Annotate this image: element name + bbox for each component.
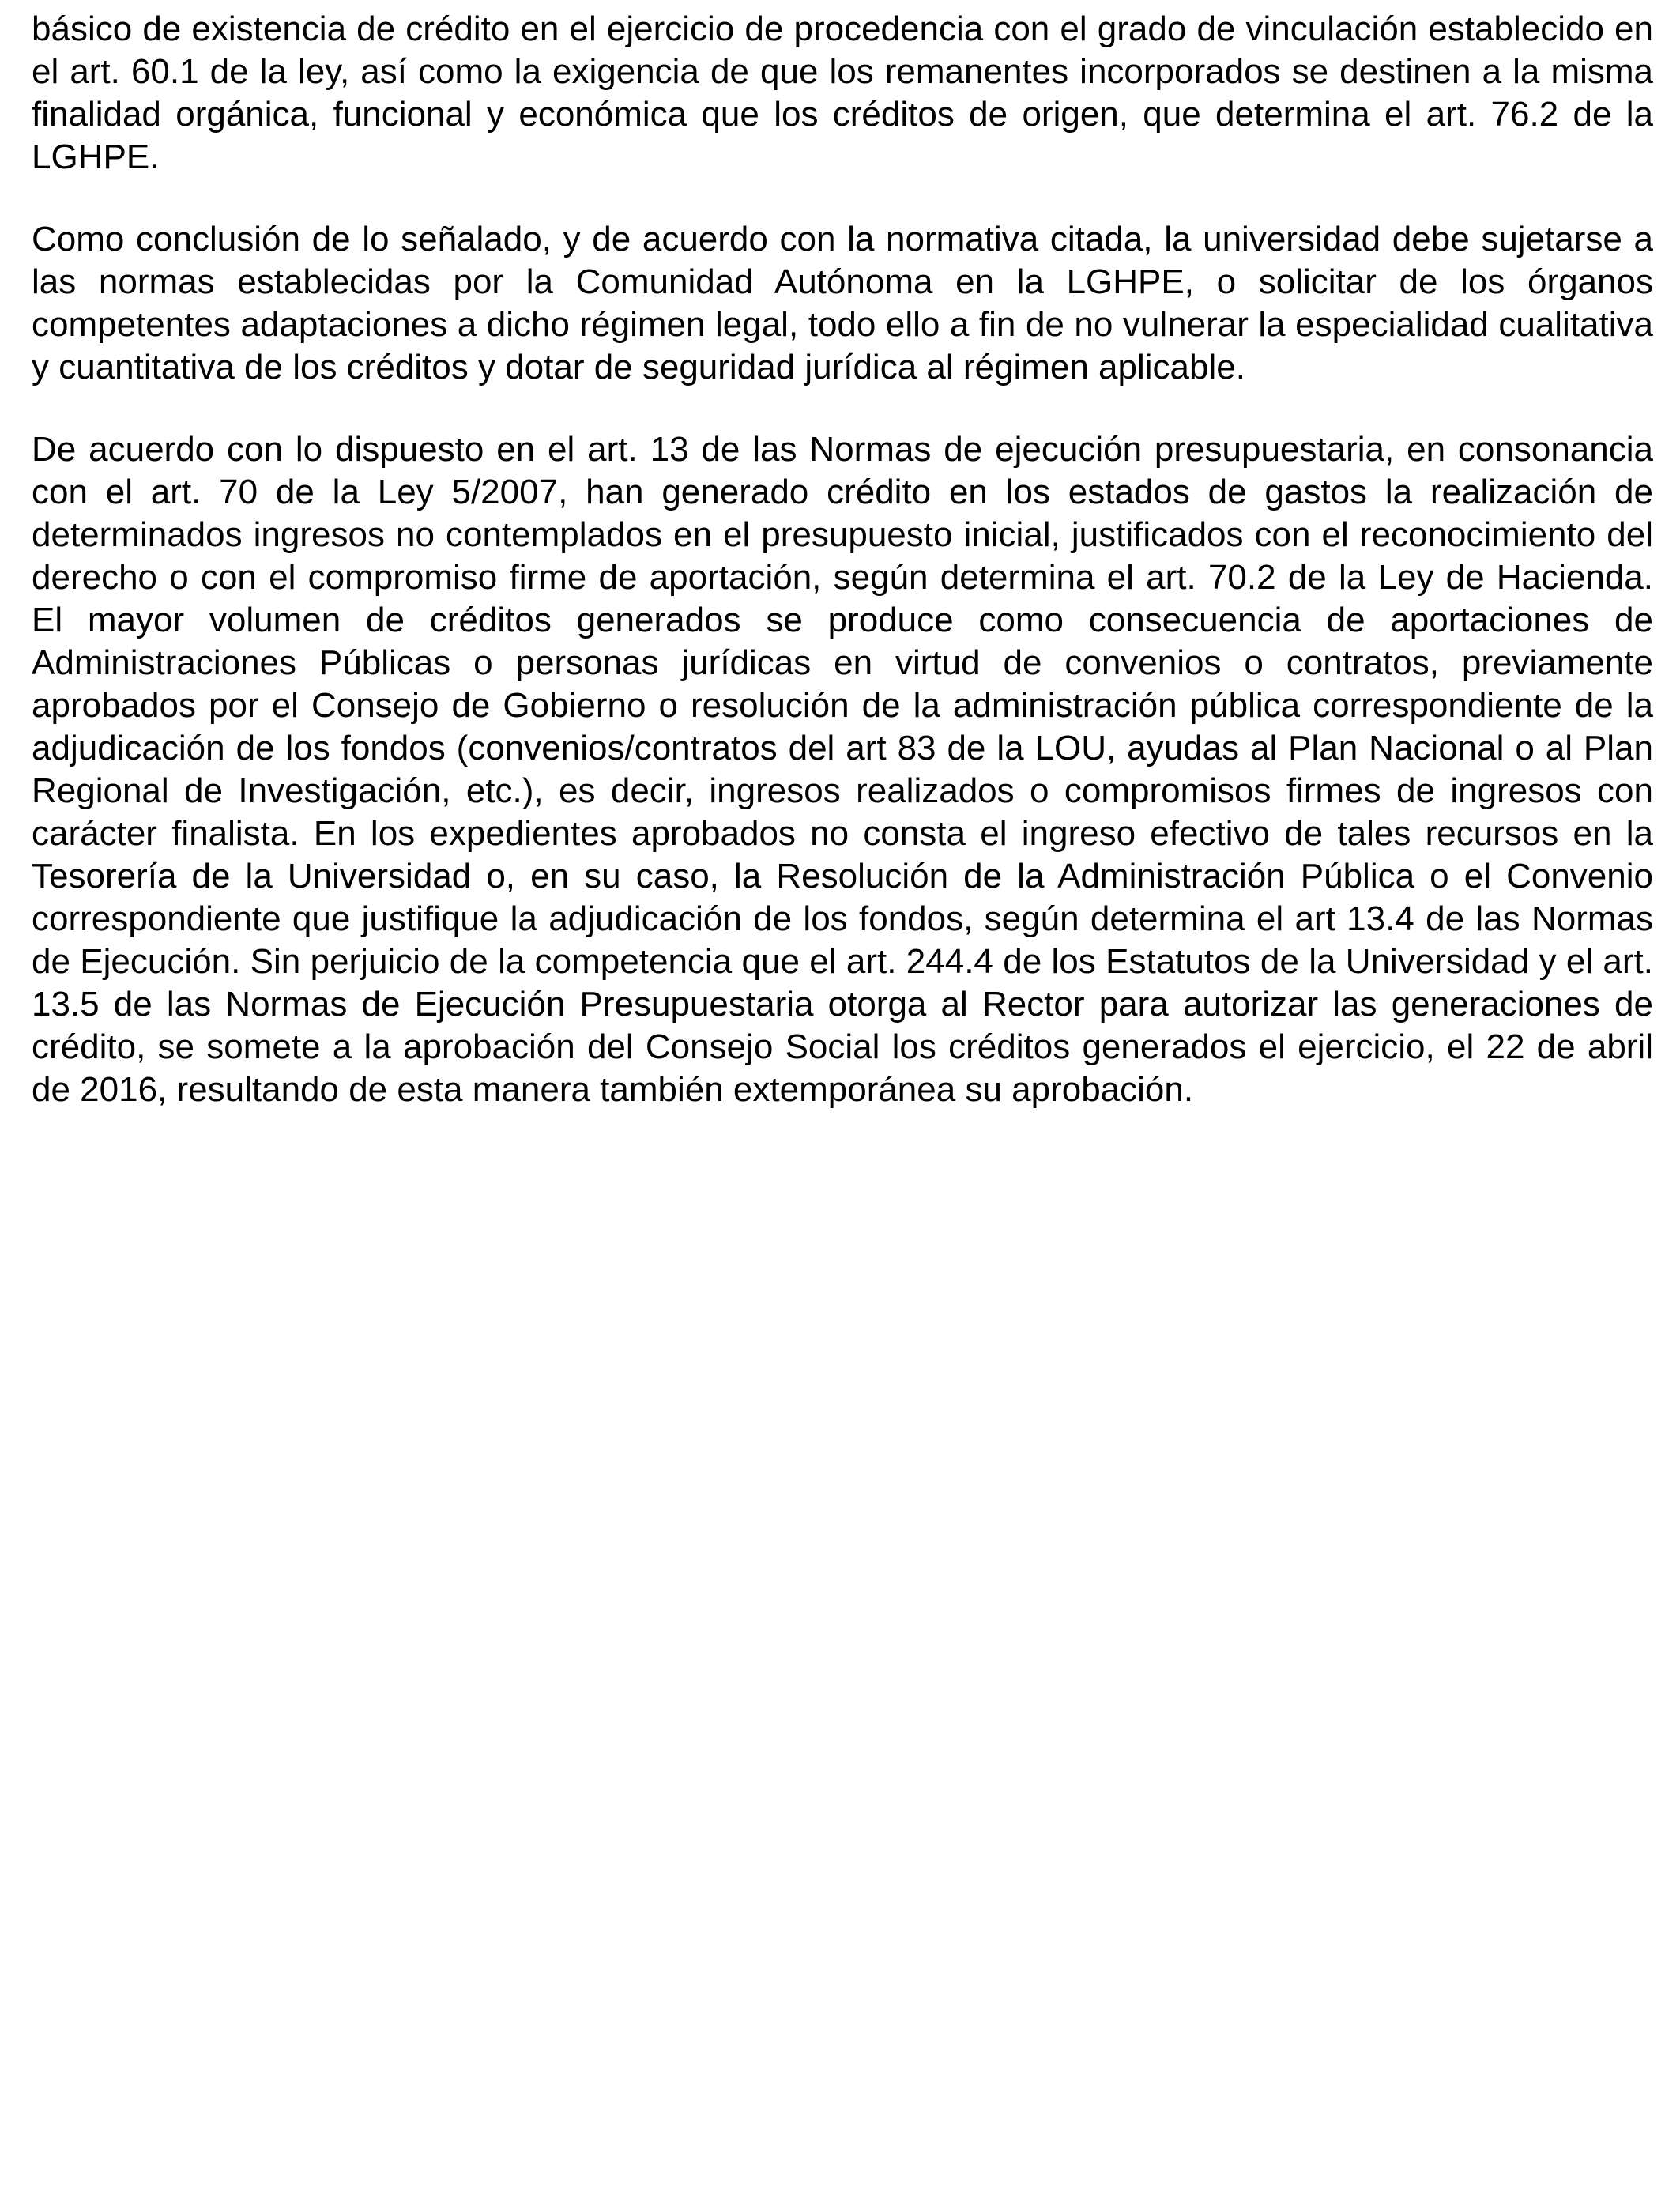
paragraph-conclusion: Como conclusión de lo señalado, y de acuerdo con la normativa citada, la universidad debe sujetarse a las normas establecidas por la Comunidad Autónoma en la LGHPE, o solicitar de los órganos competentes adaptaciones a dicho régimen legal, todo ello a fin de no vulnerar la especialidad cualitativa y cuantitativa de los créditos y dotar de seguridad jurídica al régimen aplicable. — [32, 220, 1653, 386]
document-page — [32, 8, 1653, 1111]
paragraph-generacion-credito: De acuerdo con lo dispuesto en el art. 13 de las Normas de ejecución presupuestaria, en consonancia con el art. 70 de la Ley 5/2007, han generado crédito en los estados de gastos la realización de determinados ingresos no contemplados en el presupuesto inicial, justificados con el reconocimiento del derecho o con el compromiso firme de aportación, según determina el art. 70.2 de la Ley de Hacienda. El mayor volumen de créditos generados se produce como consecuencia de aportaciones de Administraciones Públicas o personas jurídicas en virtud de convenios o contratos, previamente aprobados por el Consejo de Gobierno o resolución de la administración pública correspondiente de la adjudicación de los fondos (convenios/contratos del art 83 de la LOU, ayudas al Plan Nacional o al Plan Regional de Investigación, etc.), es decir, ingresos realizados o compromisos firmes de ingresos con carácter finalista. En los expedientes aprobados no consta el ingreso efectivo de tales recursos en la Tesorería de la Universidad o, en su caso, la Resolución de la Administración Pública o el Convenio correspondiente que justifique la adjudicación de los fondos, según determina el art 13.4 de las Normas de Ejecución. Sin perjuicio de la competencia que el art. 244.4 de los Estatutos de la Universidad y el art. 13.5 de las Normas de Ejecución Presupuestaria otorga al Rector para autorizar las generaciones de crédito, se somete a la aprobación del Consejo Social los créditos generados el ejercicio, el 22 de abril de 2016, resultando de esta manera también extemporánea su aprobación. — [32, 430, 1653, 1109]
paragraph-remanentes: básico de existencia de crédito en el ejercicio de procedencia con el grado de vinculación establecido en el art. 60.1 de la ley, así como la exigencia de que los remanentes incorporados se destinen a la misma finalidad orgánica, funcional y económica que los créditos de origen, que determina el art. 76.2 de la LGHPE. — [32, 9, 1653, 176]
